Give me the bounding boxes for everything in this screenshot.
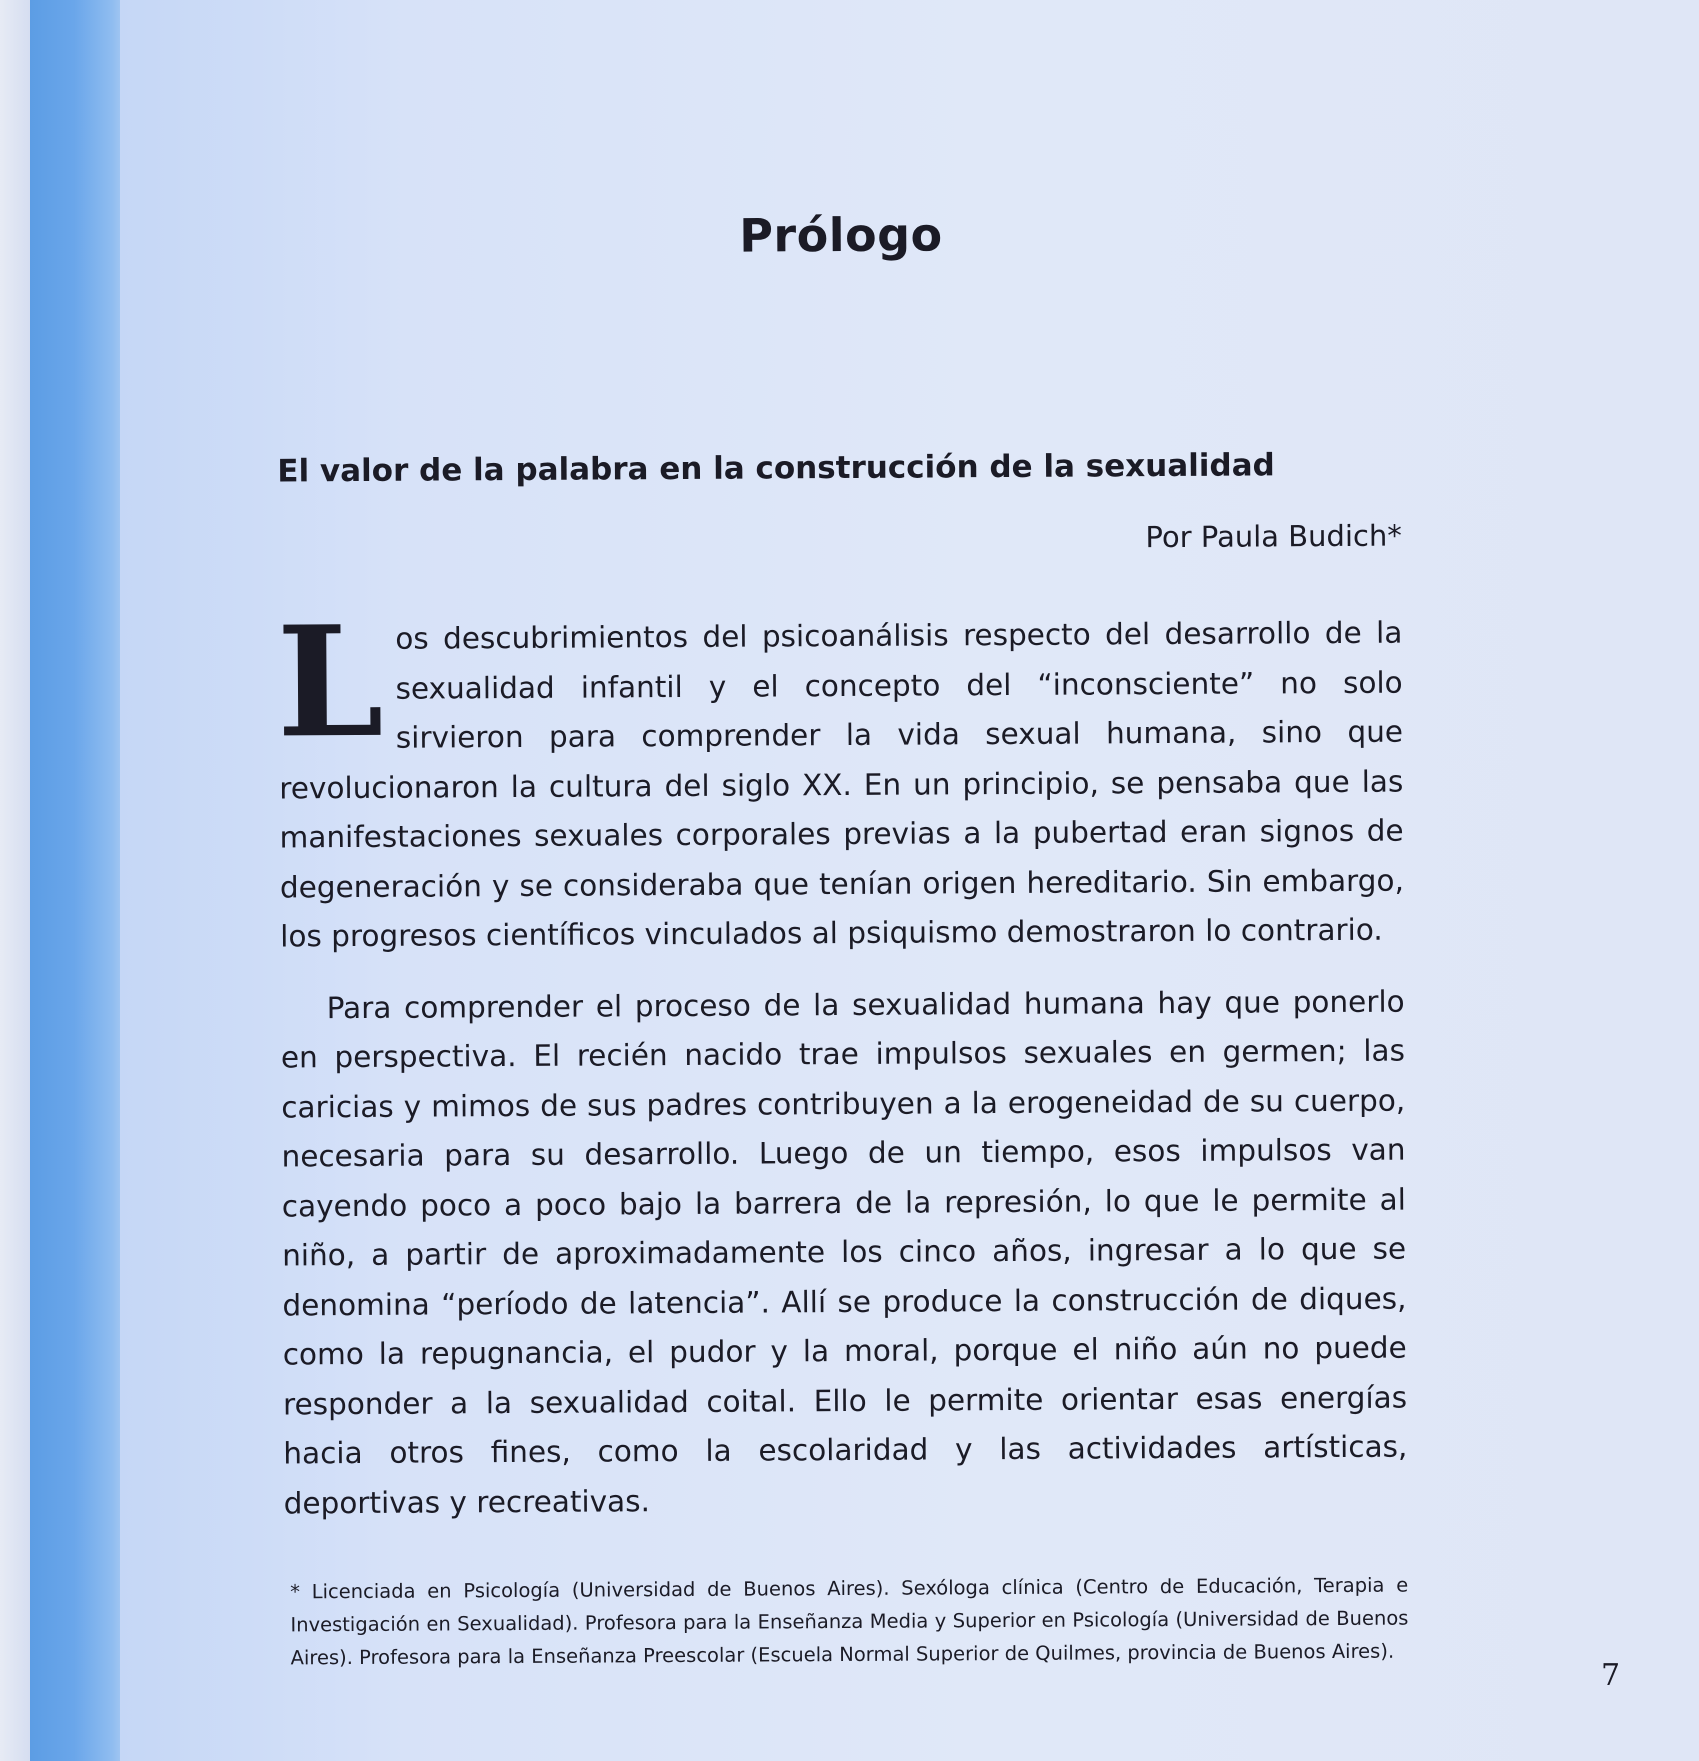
footnote: * Licenciada en Psicología (Universidad de Buenos Aires). Sexóloga clínica (Centro de Educación, Terapia e Investigación en Sexualidad). Profesora para la Enseñanza Media y Superior en Psicología (Universidad de Buenos Aires). Profesora para la Enseñanza Preescolar (Escuela Normal Superior de Quilmes, provincia de Buenos Aires). [290, 1573, 1409, 1670]
page-edge [0, 0, 34, 1761]
author-line: Por Paula Budich* [1145, 518, 1402, 555]
page-number: 7 [1601, 1658, 1621, 1693]
chapter-title: Prólogo [739, 207, 943, 263]
section-subtitle: El valor de la palabra en la construcción de la sexualidad [277, 447, 1275, 490]
paragraph-1 [276, 591, 1404, 962]
body-text [276, 591, 1408, 1529]
drop-cap-letter: L [276, 591, 385, 772]
paragraph-1-text: os descubrimientos del psicoanálisis respecto del desarrollo de la sexualidad infantil y el concepto del “inconsciente” no solo sirvieron para comprender la vida sexual humana, sino que revolucionaron la cultura del siglo XX. En un principio, se pensaba que las manifestaciones sexuales corporales previas a la pubertad eran signos de degeneración y se consideraba que tenían origen hereditario. Sin embargo, los progresos científicos vinculados al psiquismo demostraron lo contrario. [279, 615, 1404, 954]
paragraph-2: Para comprender el proceso de la sexualidad humana hay que ponerlo en perspectiva. El recién nacido trae impulsos sexuales en germen; las caricias y mimos de sus padres contribuyen a la erogeneidad de su cuerpo, necesaria para su desarrollo. Luego de un tiempo, esos impulsos van cayendo poco a poco bajo la barrera de la represión, lo que le permite al niño, a partir de aproximadamente los cinco años, ingresar a lo que se denomina “período de latencia”. Allí se produce la construcción de diques, como la repugnancia, el pudor y la moral, porque el niño aún no puede responder a la sexualidad coital. Ello le permite orientar esas energías hacia otros fines, como la escolaridad y las actividades artísticas, deportivas y recreativas. [280, 984, 1408, 1520]
